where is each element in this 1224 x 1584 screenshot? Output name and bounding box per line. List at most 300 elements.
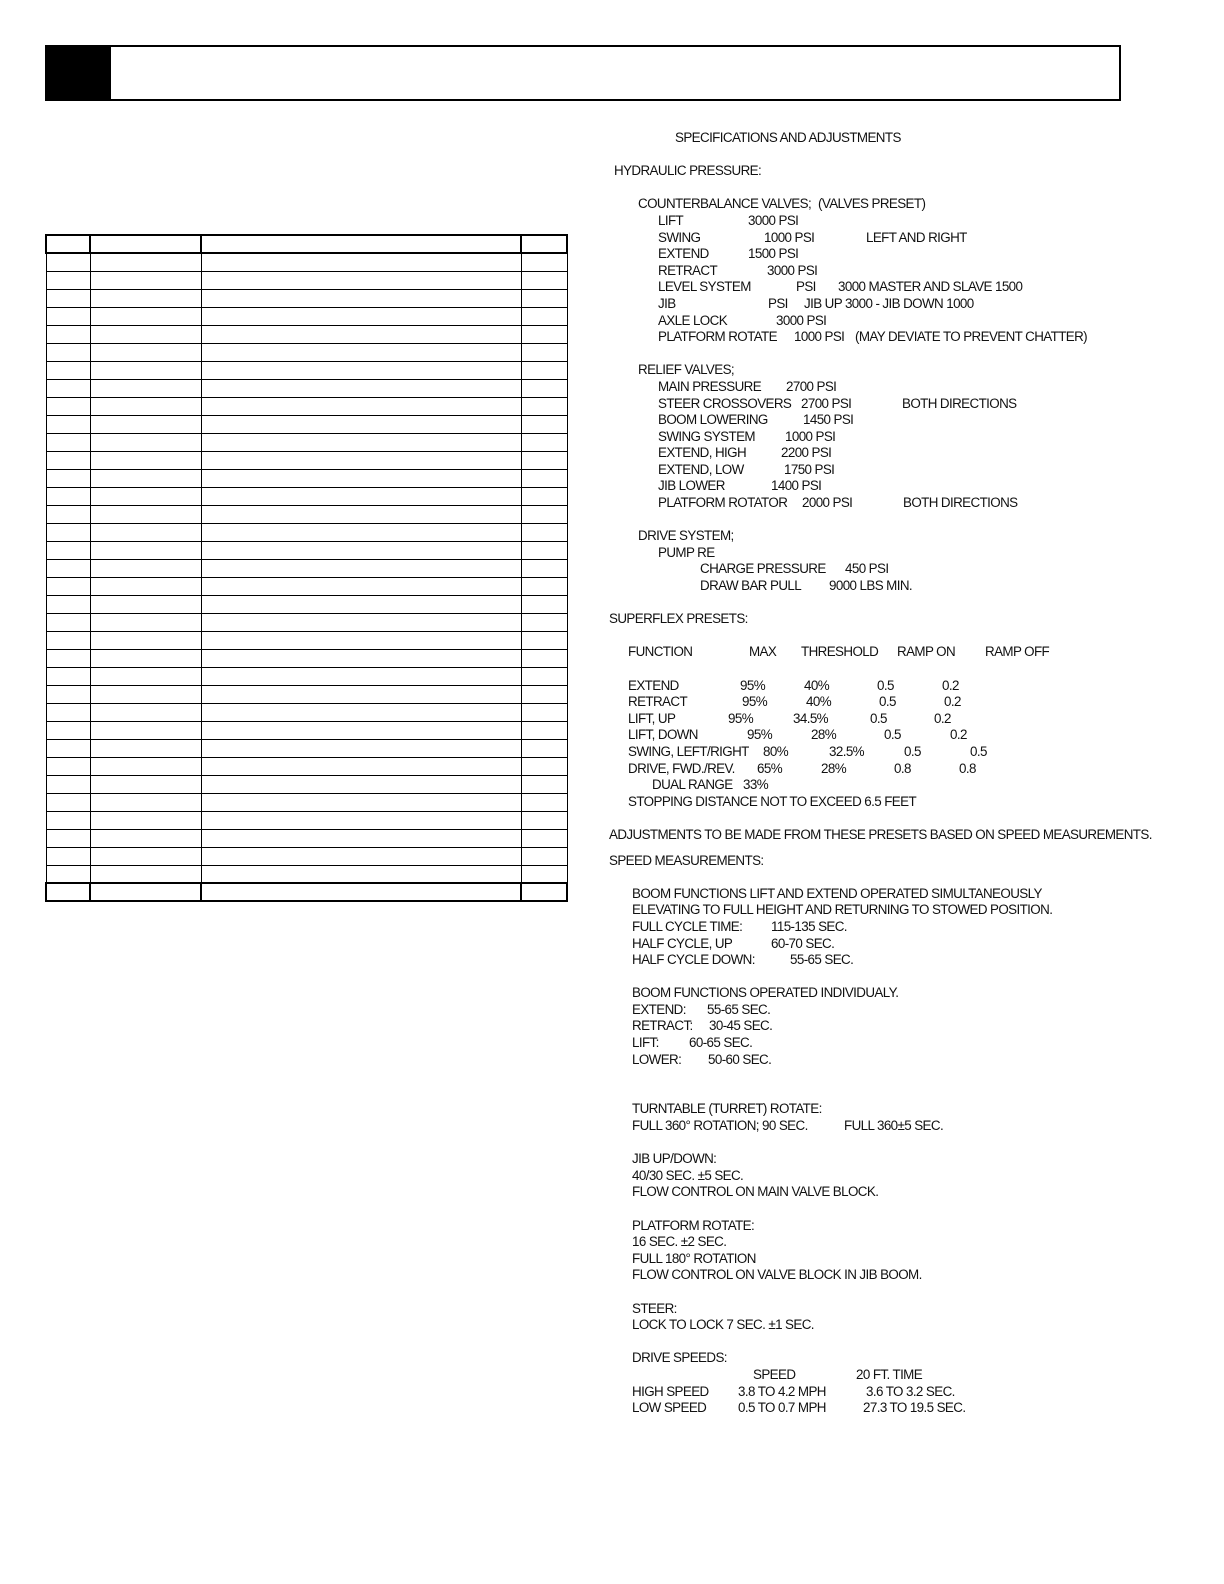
form-cell — [521, 451, 567, 469]
draw-bar-pull-value: 9000 LBS MIN. — [829, 578, 913, 594]
form-row — [46, 739, 567, 757]
form-cell — [90, 253, 201, 271]
form-row — [46, 469, 567, 487]
form-cell — [201, 361, 521, 379]
form-row — [46, 757, 567, 775]
form-cell — [521, 361, 567, 379]
form-cell — [201, 235, 521, 253]
form-row — [46, 541, 567, 559]
counterbalance-value: 1500 PSI — [748, 246, 799, 262]
form-cell — [521, 325, 567, 343]
low-speed-label: LOW SPEED — [632, 1400, 707, 1416]
form-cell — [90, 721, 201, 739]
relief-value: 1450 PSI — [803, 412, 854, 428]
form-cell — [201, 289, 521, 307]
form-cell — [521, 703, 567, 721]
superflex-col-threshold: THRESHOLD — [801, 644, 879, 660]
jib-heading: JIB UP/DOWN: — [632, 1151, 717, 1167]
form-cell — [201, 415, 521, 433]
form-cell — [46, 649, 90, 667]
form-cell — [46, 469, 90, 487]
form-cell — [201, 721, 521, 739]
form-cell — [201, 793, 521, 811]
relief-value: 2700 PSI — [801, 395, 852, 411]
form-cell — [201, 847, 521, 865]
steer-line: LOCK TO LOCK 7 SEC. ±1 SEC. — [632, 1317, 814, 1333]
form-cell — [201, 253, 521, 271]
form-cell — [201, 487, 521, 505]
form-row — [46, 775, 567, 793]
counterbalance-note-text: (MAY DEVIATE TO PREVENT CHATTER) — [855, 329, 1088, 345]
form-row — [46, 811, 567, 829]
form-cell — [46, 289, 90, 307]
superflex-max: 65% — [757, 760, 783, 776]
counterbalance-note-text: JIB UP 3000 - JIB DOWN 1000 — [804, 295, 974, 311]
retract-speed-value: 30-45 SEC. — [709, 1018, 773, 1034]
counterbalance-name: SWING — [658, 229, 701, 245]
form-cell — [521, 577, 567, 595]
form-cell — [521, 667, 567, 685]
form-cell — [201, 523, 521, 541]
superflex-function: RETRACT — [628, 694, 688, 710]
form-cell — [201, 613, 521, 631]
superflex-col-max: MAX — [749, 644, 777, 660]
jib-line-2: FLOW CONTROL ON MAIN VALVE BLOCK. — [632, 1184, 879, 1200]
superflex-threshold: 40% — [806, 694, 832, 710]
form-cell — [46, 325, 90, 343]
form-row — [46, 433, 567, 451]
form-cell — [201, 739, 521, 757]
form-cell — [201, 883, 521, 901]
form-cell — [90, 739, 201, 757]
form-cell — [90, 541, 201, 559]
drive-speeds-col-speed: SPEED — [753, 1366, 796, 1382]
form-cell — [521, 235, 567, 253]
counterbalance-value: 1000 PSI — [764, 229, 815, 245]
form-cell — [90, 469, 201, 487]
form-cell — [201, 757, 521, 775]
form-cell — [201, 685, 521, 703]
counterbalance-name: RETRACT — [658, 262, 718, 278]
form-cell — [90, 325, 201, 343]
superflex-ramp-on: 0.5 — [904, 743, 921, 759]
form-cell — [46, 865, 90, 883]
relief-name: MAIN PRESSURE — [658, 378, 762, 394]
form-row — [46, 271, 567, 289]
form-cell — [90, 595, 201, 613]
form-cell — [521, 433, 567, 451]
form-cell — [90, 847, 201, 865]
form-cell — [201, 271, 521, 289]
lift-speed-value: 60-65 SEC. — [689, 1035, 753, 1051]
combined-line-2: ELEVATING TO FULL HEIGHT AND RETURNING TO STOWED POSITION. — [632, 902, 1053, 918]
superflex-function: DRIVE, FWD./REV. — [628, 760, 735, 776]
superflex-col-function: FUNCTION — [628, 644, 693, 660]
form-cell — [521, 757, 567, 775]
platform-line-1: 16 SEC. ±2 SEC. — [632, 1234, 727, 1250]
form-row — [46, 631, 567, 649]
empty-form-table — [45, 234, 568, 902]
superflex-ramp-off: 0.2 — [942, 677, 959, 693]
superflex-ramp-on: 0.5 — [877, 677, 894, 693]
relief-value: 2200 PSI — [781, 445, 832, 461]
superflex-ramp-off: 0.5 — [970, 743, 987, 759]
form-cell — [46, 613, 90, 631]
form-cell — [46, 505, 90, 523]
form-cell — [201, 667, 521, 685]
form-cell — [46, 721, 90, 739]
form-cell — [521, 649, 567, 667]
superflex-max: 95% — [740, 677, 766, 693]
form-row — [46, 595, 567, 613]
counterbalance-value: 3000 PSI — [748, 212, 799, 228]
form-cell — [521, 811, 567, 829]
form-cell — [521, 469, 567, 487]
turntable-heading: TURNTABLE (TURRET) ROTATE: — [632, 1101, 822, 1117]
pump-subheading: PUMP RE — [658, 544, 715, 560]
superflex-col-ramp-on: RAMP ON — [897, 644, 956, 660]
form-cell — [90, 271, 201, 289]
form-cell — [521, 847, 567, 865]
form-cell — [46, 757, 90, 775]
form-cell — [46, 541, 90, 559]
form-row — [46, 343, 567, 361]
form-cell — [46, 361, 90, 379]
relief-value: 2700 PSI — [786, 378, 837, 394]
form-cell — [90, 379, 201, 397]
form-cell — [201, 811, 521, 829]
superflex-max: 95% — [742, 694, 768, 710]
counterbalance-name: LEVEL SYSTEM — [658, 279, 751, 295]
form-row — [46, 415, 567, 433]
form-row — [46, 847, 567, 865]
form-cell — [46, 595, 90, 613]
turntable-note: FULL 360±5 SEC. — [844, 1118, 944, 1134]
form-cell — [46, 253, 90, 271]
form-cell — [90, 451, 201, 469]
relief-name: PLATFORM ROTATOR — [658, 495, 788, 511]
form-cell — [201, 703, 521, 721]
form-cell — [521, 739, 567, 757]
form-cell — [521, 793, 567, 811]
superflex-ramp-off: 0.2 — [950, 727, 967, 743]
counterbalance-list — [600, 213, 1160, 346]
form-cell — [90, 577, 201, 595]
form-cell — [90, 793, 201, 811]
form-row — [46, 865, 567, 883]
relief-name: EXTEND, HIGH — [658, 445, 747, 461]
form-cell — [46, 451, 90, 469]
platform-line-2: FULL 180° ROTATION — [632, 1250, 756, 1266]
form-cell — [521, 415, 567, 433]
form-cell — [90, 433, 201, 451]
lower-speed-value: 50-60 SEC. — [708, 1051, 772, 1067]
form-cell — [90, 757, 201, 775]
header-bar — [45, 45, 1121, 101]
form-cell — [521, 631, 567, 649]
form-row — [46, 325, 567, 343]
platform-rotate-heading: PLATFORM ROTATE: — [632, 1217, 755, 1233]
form-cell — [46, 793, 90, 811]
half-cycle-down-value: 55-65 SEC. — [790, 952, 854, 968]
form-cell — [46, 775, 90, 793]
counterbalance-name: PLATFORM ROTATE — [658, 329, 777, 345]
form-cell — [521, 271, 567, 289]
hydraulic-pressure-heading: HYDRAULIC PRESSURE: — [614, 163, 762, 179]
dual-range-label: DUAL RANGE — [652, 777, 733, 793]
form-row — [46, 289, 567, 307]
superflex-function: LIFT, DOWN — [628, 727, 698, 743]
form-cell — [90, 685, 201, 703]
superflex-threshold: 40% — [804, 677, 830, 693]
form-row — [46, 703, 567, 721]
form-row — [46, 487, 567, 505]
superflex-threshold: 34.5% — [793, 710, 828, 726]
low-speed-time: 27.3 TO 19.5 SEC. — [863, 1400, 966, 1416]
full-cycle-label: FULL CYCLE TIME: — [632, 918, 743, 934]
form-row — [46, 253, 567, 271]
form-row — [46, 793, 567, 811]
form-cell — [46, 631, 90, 649]
counterbalance-name: JIB — [658, 295, 676, 311]
half-cycle-up-value: 60-70 SEC. — [771, 935, 835, 951]
form-cell — [46, 271, 90, 289]
form-cell — [201, 649, 521, 667]
form-cell — [46, 883, 90, 901]
form-cell — [90, 775, 201, 793]
form-row — [46, 577, 567, 595]
form-cell — [201, 595, 521, 613]
form-cell — [46, 397, 90, 415]
form-row — [46, 649, 567, 667]
lower-speed-label: LOWER: — [632, 1051, 682, 1067]
superflex-max: 95% — [747, 727, 773, 743]
counterbalance-note-text: 3000 MASTER AND SLAVE 1500 — [838, 279, 1023, 295]
superflex-ramp-on: 0.5 — [884, 727, 901, 743]
form-cell — [521, 685, 567, 703]
form-cell — [201, 559, 521, 577]
form-cell — [46, 739, 90, 757]
half-cycle-down-label: HALF CYCLE DOWN: — [632, 952, 755, 968]
superflex-max: 80% — [763, 743, 789, 759]
superflex-col-ramp-off: RAMP OFF — [985, 644, 1050, 660]
form-cell — [521, 595, 567, 613]
form-cell — [90, 307, 201, 325]
relief-list — [600, 379, 1160, 512]
high-speed-value: 3.8 TO 4.2 MPH — [738, 1383, 826, 1399]
turntable-line: FULL 360° ROTATION; 90 SEC. — [632, 1118, 808, 1134]
superflex-ramp-off: 0.2 — [934, 710, 951, 726]
charge-pressure-label: CHARGE PRESSURE — [700, 561, 826, 577]
counterbalance-name: LIFT — [658, 212, 684, 228]
header-tab-block — [47, 47, 111, 99]
form-cell — [90, 235, 201, 253]
form-cell — [46, 829, 90, 847]
form-cell — [201, 451, 521, 469]
form-cell — [90, 559, 201, 577]
superflex-max: 95% — [728, 710, 754, 726]
draw-bar-pull-label: DRAW BAR PULL — [700, 578, 802, 594]
form-cell — [90, 361, 201, 379]
low-speed-value: 0.5 TO 0.7 MPH — [738, 1400, 826, 1416]
form-row — [46, 883, 567, 901]
form-cell — [46, 577, 90, 595]
form-cell — [521, 559, 567, 577]
superflex-threshold: 28% — [811, 727, 837, 743]
full-cycle-value: 115-135 SEC. — [771, 918, 847, 934]
form-cell — [46, 487, 90, 505]
form-cell — [46, 847, 90, 865]
form-cell — [46, 235, 90, 253]
counterbalance-value: 3000 PSI — [776, 312, 827, 328]
superflex-ramp-off: 0.2 — [944, 694, 961, 710]
relief-name: BOOM LOWERING — [658, 412, 768, 428]
form-row — [46, 379, 567, 397]
form-row — [46, 667, 567, 685]
superflex-rows — [600, 678, 1160, 778]
form-row — [46, 721, 567, 739]
form-cell — [201, 775, 521, 793]
form-cell — [201, 865, 521, 883]
superflex-ramp-on: 0.5 — [879, 694, 896, 710]
individual-heading: BOOM FUNCTIONS OPERATED INDIVIDUALY. — [632, 985, 899, 1001]
form-cell — [201, 433, 521, 451]
superflex-ramp-off: 0.8 — [959, 760, 976, 776]
form-row — [46, 505, 567, 523]
form-cell — [90, 865, 201, 883]
form-cell — [46, 703, 90, 721]
counterbalance-note-text: LEFT AND RIGHT — [866, 229, 967, 245]
counterbalance-name: EXTEND — [658, 246, 709, 262]
form-cell — [521, 775, 567, 793]
form-cell — [46, 415, 90, 433]
relief-value: 2000 PSI — [802, 495, 853, 511]
form-cell — [201, 505, 521, 523]
counterbalance-value: 1000 PSI — [794, 329, 845, 345]
form-cell — [90, 649, 201, 667]
form-cell — [90, 487, 201, 505]
form-cell — [521, 343, 567, 361]
retract-speed-label: RETRACT: — [632, 1018, 693, 1034]
superflex-heading: SUPERFLEX PRESETS: — [609, 611, 748, 627]
form-cell — [521, 541, 567, 559]
extend-speed-value: 55-65 SEC. — [707, 1001, 771, 1017]
form-cell — [46, 433, 90, 451]
relief-name: STEER CROSSOVERS — [658, 395, 792, 411]
combined-line-1: BOOM FUNCTIONS LIFT AND EXTEND OPERATED SIMULTANEOUSLY — [632, 885, 1042, 901]
form-cell — [90, 397, 201, 415]
jib-line-1: 40/30 SEC. ±5 SEC. — [632, 1167, 744, 1183]
form-row — [46, 613, 567, 631]
form-row — [46, 235, 567, 253]
form-cell — [201, 397, 521, 415]
superflex-ramp-on: 0.8 — [894, 760, 911, 776]
form-row — [46, 559, 567, 577]
superflex-ramp-on: 0.5 — [870, 710, 887, 726]
form-cell — [90, 883, 201, 901]
steer-heading: STEER: — [632, 1300, 677, 1316]
dual-range-value: 33% — [743, 777, 769, 793]
form-cell — [46, 559, 90, 577]
form-cell — [201, 469, 521, 487]
specifications-section — [600, 130, 1160, 1417]
form-cell — [90, 505, 201, 523]
form-cell — [521, 613, 567, 631]
relief-name: EXTEND, LOW — [658, 461, 744, 477]
form-cell — [90, 343, 201, 361]
form-cell — [90, 289, 201, 307]
counterbalance-value: PSI — [768, 295, 788, 311]
form-row — [46, 307, 567, 325]
relief-value: 1750 PSI — [784, 461, 835, 477]
relief-value: 1000 PSI — [785, 428, 836, 444]
form-cell — [90, 667, 201, 685]
form-cell — [90, 811, 201, 829]
form-cell — [90, 613, 201, 631]
superflex-function: SWING, LEFT/RIGHT — [628, 743, 749, 759]
form-cell — [521, 865, 567, 883]
relief-name: SWING SYSTEM — [658, 428, 755, 444]
form-cell — [201, 379, 521, 397]
high-speed-time: 3.6 TO 3.2 SEC. — [866, 1383, 955, 1399]
relief-note-text: BOTH DIRECTIONS — [903, 495, 1018, 511]
form-cell — [201, 577, 521, 595]
form-cell — [46, 307, 90, 325]
form-cell — [521, 487, 567, 505]
form-cell — [90, 829, 201, 847]
counterbalance-value: PSI — [796, 279, 816, 295]
counterbalance-value: 3000 PSI — [767, 262, 818, 278]
form-cell — [201, 307, 521, 325]
superflex-threshold: 28% — [821, 760, 847, 776]
stopping-distance: STOPPING DISTANCE NOT TO EXCEED 6.5 FEET — [628, 793, 917, 809]
superflex-threshold: 32.5% — [829, 743, 864, 759]
form-cell — [521, 397, 567, 415]
half-cycle-up-label: HALF CYCLE, UP — [632, 935, 733, 951]
platform-line-3: FLOW CONTROL ON VALVE BLOCK IN JIB BOOM. — [632, 1267, 922, 1283]
form-cell — [46, 523, 90, 541]
form-row — [46, 397, 567, 415]
form-cell — [521, 829, 567, 847]
extend-speed-label: EXTEND: — [632, 1001, 686, 1017]
lift-speed-label: LIFT: — [632, 1035, 659, 1051]
speed-measurements-heading: SPEED MEASUREMENTS: — [609, 852, 764, 868]
form-row — [46, 685, 567, 703]
form-cell — [46, 343, 90, 361]
page-title: SPECIFICATIONS AND ADJUSTMENTS — [675, 130, 901, 145]
counterbalance-name: AXLE LOCK — [658, 312, 728, 328]
form-cell — [201, 829, 521, 847]
form-row — [46, 829, 567, 847]
drive-system-heading: DRIVE SYSTEM; — [638, 528, 734, 544]
counterbalance-note: (VALVES PRESET) — [818, 196, 926, 212]
form-cell — [521, 253, 567, 271]
form-cell — [521, 721, 567, 739]
relief-value: 1400 PSI — [771, 478, 822, 494]
form-cell — [46, 685, 90, 703]
form-cell — [46, 379, 90, 397]
drive-speeds-heading: DRIVE SPEEDS: — [632, 1350, 727, 1366]
form-cell — [521, 289, 567, 307]
form-cell — [521, 379, 567, 397]
relief-heading: RELIEF VALVES; — [638, 362, 735, 378]
form-row — [46, 451, 567, 469]
form-cell — [201, 325, 521, 343]
counterbalance-heading: COUNTERBALANCE VALVES; — [638, 196, 812, 212]
form-cell — [46, 667, 90, 685]
form-cell — [521, 307, 567, 325]
form-cell — [90, 631, 201, 649]
